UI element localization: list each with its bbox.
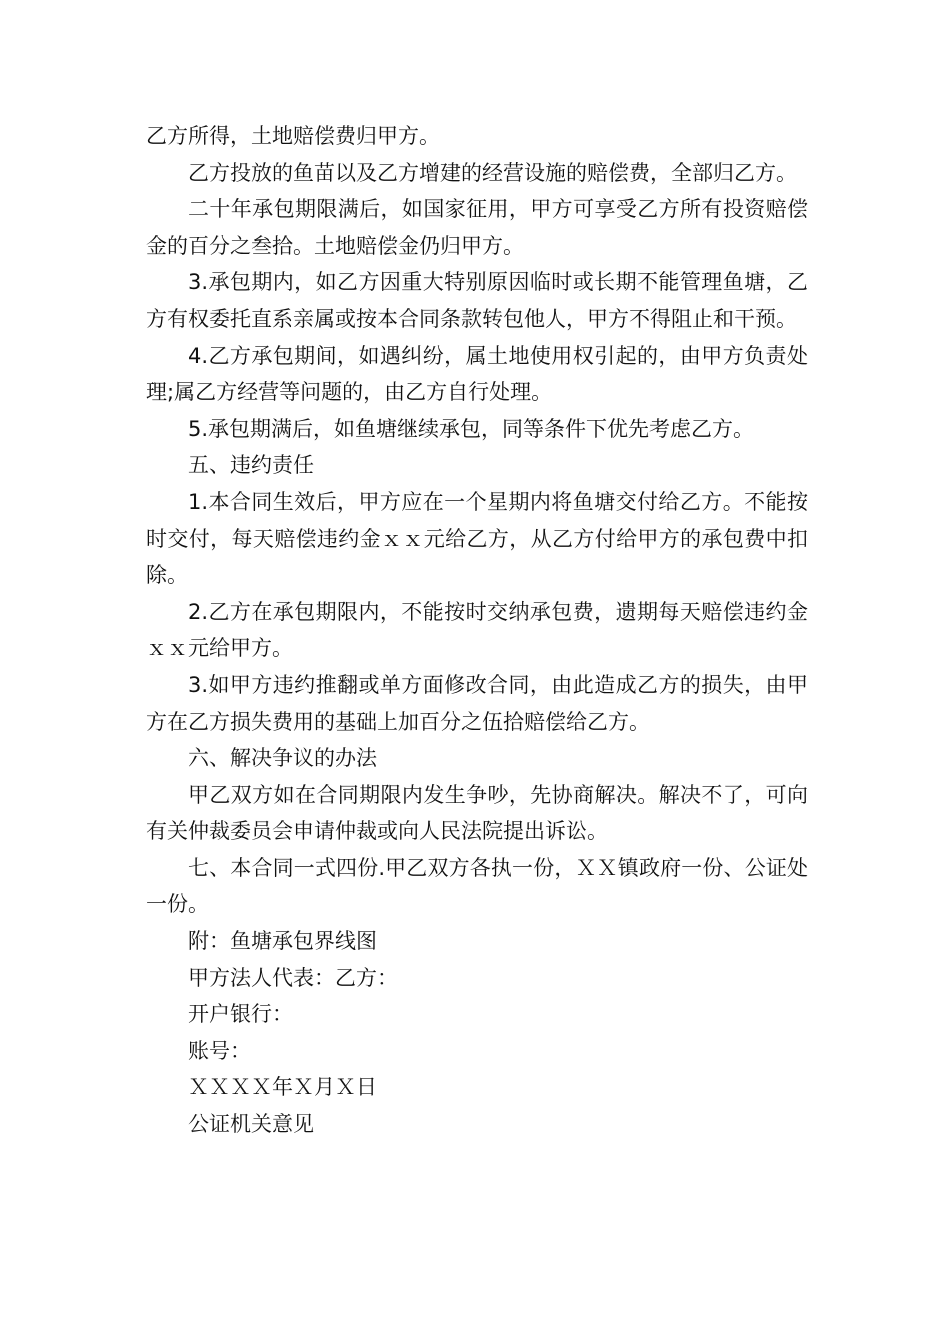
date-line: ＸＸＸＸ年Ｘ月Ｘ日 (188, 1075, 377, 1100)
paragraph-9: 2.乙方在承包期限内，不能按时交纳承包费，遗期每天赔偿违约金ｘｘ元给甲方。 (146, 599, 808, 661)
paragraph-10: 3.如甲方违约推翻或单方面修改合同，由此造成乙方的损失，由甲方在乙方损失费用的基础上加百分之伍拾赔偿给乙方。 (146, 672, 808, 734)
paragraph-8: 1.本合同生效后，甲方应在一个星期内将鱼塘交付给乙方。不能按时交付，每天赔偿违约金ｘｘ元给乙方，从乙方付给甲方的承包费中扣除。 (146, 489, 808, 588)
account-line: 账号： (188, 1038, 251, 1063)
bank-line: 开户银行： (188, 1002, 293, 1027)
paragraph-3: 二十年承包期限满后，如国家征用，甲方可享受乙方所有投资赔偿金的百分之叁拾。土地赔偿金仍归甲方。 (146, 197, 808, 258)
paragraph-13: 七、本合同一式四份.甲乙双方各执一份，ＸＸ镇政府一份、公证处一份。 (146, 855, 808, 917)
paragraph-6: 5.承包期满后，如鱼塘继续承包，同等条件下优先考虑乙方。 (188, 416, 755, 441)
paragraph-12: 甲乙双方如在合同期限内发生争吵，先协商解决。解决不了，可向有关仲裁委员会申请仲裁或向人民法院提出诉讼。 (146, 782, 808, 844)
notary-opinion-line: 公证机关意见 (188, 1112, 314, 1137)
section-heading-dispute: 六、解决争议的办法 (188, 746, 377, 771)
section-heading-breach: 五、违约责任 (188, 453, 314, 478)
paragraph-2: 乙方投放的鱼苗以及乙方增建的经营设施的赔偿费，全部归乙方。 (188, 160, 797, 185)
document-body (146, 118, 808, 1143)
signature-line: 甲方法人代表：乙方： (188, 965, 398, 990)
paragraph-5: 4.乙方承包期间，如遇纠纷，属土地使用权引起的，由甲方负责处理;属乙方经营等问题的，由乙方自行处理。 (146, 343, 808, 405)
attachment-line: 附：鱼塘承包界线图 (188, 929, 377, 954)
paragraph-4: 3.承包期内，如乙方因重大特别原因临时或长期不能管理鱼塘，乙方有权委托直系亲属或按本合同条款转包他人，甲方不得阻止和干预。 (146, 270, 808, 331)
paragraph-1: 乙方所得，土地赔偿费归甲方。 (146, 124, 440, 148)
